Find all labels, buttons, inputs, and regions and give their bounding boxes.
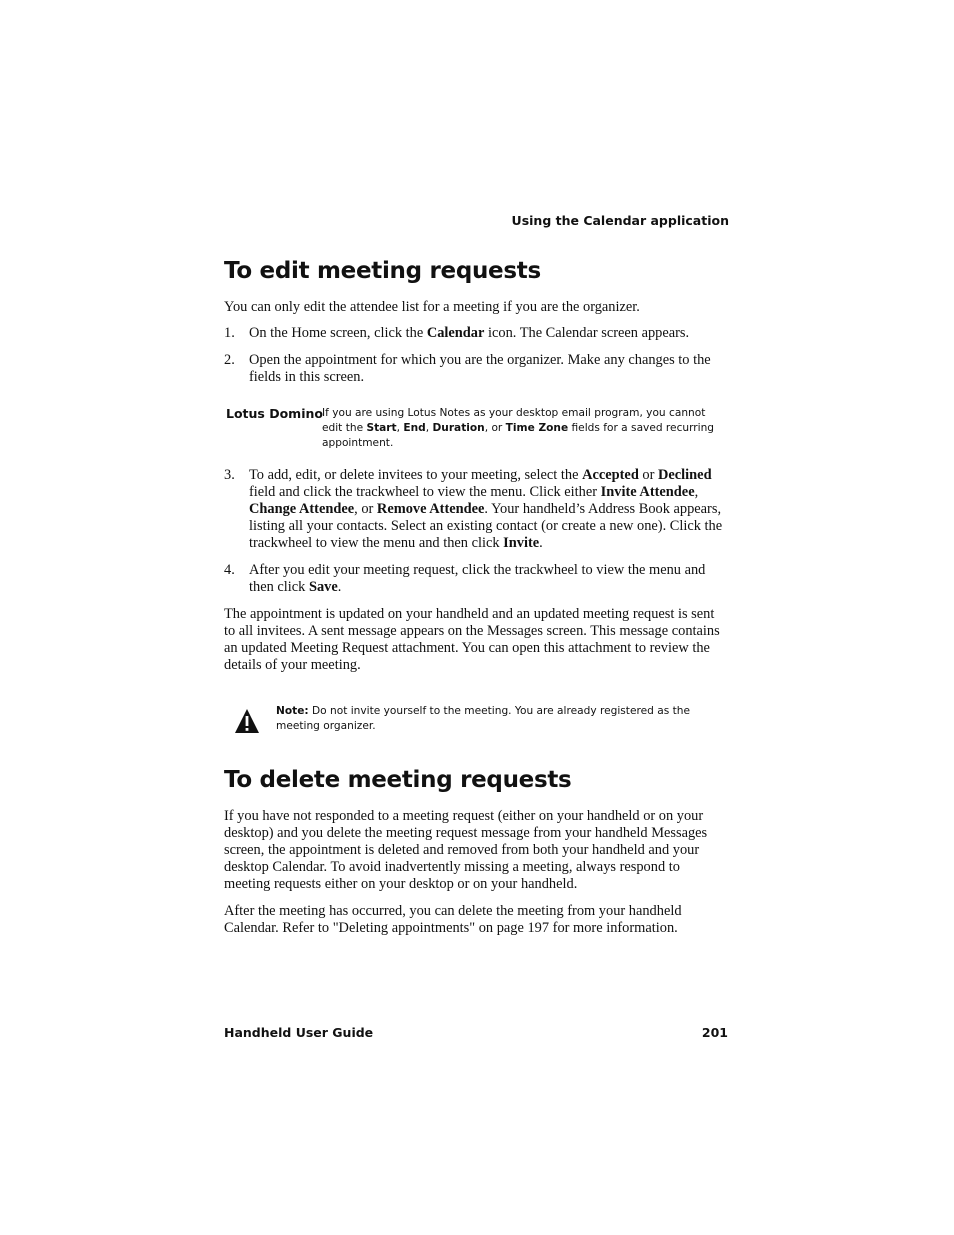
lotus-domino-note: If you are using Lotus Notes as your desktop email program, you cannot edit the Start, End, Duration, or Time Zone fields for a saved recurring appointment.	[322, 407, 715, 449]
step-1	[224, 325, 729, 343]
result-paragraph: The appointment is updated on your handheld and an updated meeting request is sent to all invitees. A sent message appears on the Messages screen. This message contains an updated Meeting Request attachment. You can open this attachment to review the details of your meeting.	[224, 606, 720, 674]
page-number: 201	[701, 1025, 728, 1040]
step-text: On the Home screen, click the Calendar icon. The Calendar screen appears.	[249, 325, 690, 341]
step-number: 3.	[224, 467, 235, 483]
running-head: Using the Calendar application	[511, 213, 729, 228]
step-3	[224, 467, 729, 555]
step-text: Open the appointment for which you are the organizer. Make any changes to the fields in this screen.	[249, 352, 711, 386]
delete-paragraph-1: If you have not responded to a meeting request (either on your handheld or on your desktop) and you delete the meeting request message from your handheld Messages screen, the appointment is deleted and removed from both your handheld and your desktop Calendar. To avoid inadvertently missing a meeting, always respond to meeting requests either on your desktop or on your handheld.	[224, 808, 708, 893]
footer-title: Handheld User Guide	[224, 1025, 374, 1040]
note-text: Note: Do not invite yourself to the meeting. You are already registered as the meeting organizer.	[276, 705, 690, 732]
step-number: 2.	[224, 352, 235, 368]
warning-triangle-icon	[234, 708, 260, 734]
section-title-edit: To edit meeting requests	[224, 258, 541, 284]
step-text: To add, edit, or delete invitees to your meeting, select the Accepted or Declined field and click the trackwheel to view the menu. Click either Invite Attendee, Change Attendee, or Remove Attendee. Your handheld’s Address Book appears, listing all your contacts. Select an existing contact (or create a new one). Click the trackwheel to view the menu and then click Invite.	[249, 467, 723, 552]
lotus-domino-label: Lotus Domino	[226, 406, 323, 421]
step-number: 4.	[224, 562, 235, 578]
section-title-delete: To delete meeting requests	[224, 767, 572, 793]
step-4	[224, 562, 729, 598]
intro-paragraph: You can only edit the attendee list for a meeting if you are the organizer.	[224, 299, 640, 315]
step-text: After you edit your meeting request, click the trackwheel to view the menu and then click Save.	[249, 562, 706, 596]
step-number: 1.	[224, 325, 235, 341]
step-2	[224, 352, 729, 388]
delete-paragraph-2: After the meeting has occurred, you can delete the meeting from your handheld Calendar. Refer to "Deleting appointments" on page 197 for more information.	[224, 903, 682, 937]
